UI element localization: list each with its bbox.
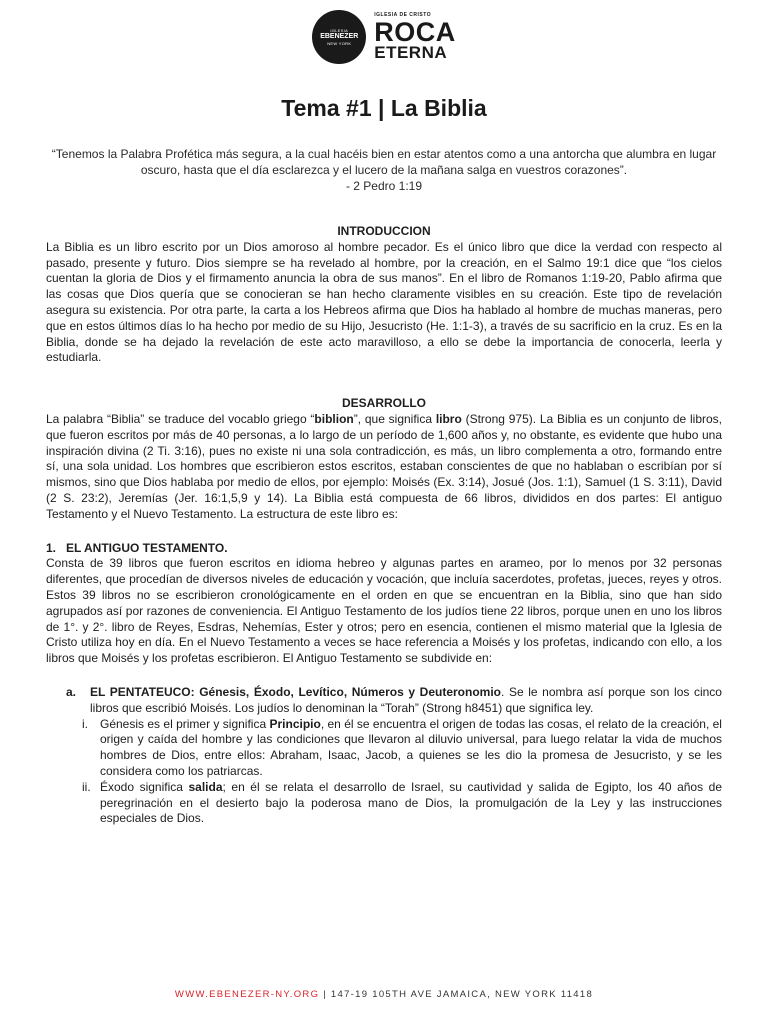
exodo-text-2: ; en él se relata el desarrollo de Israel, su cautividad y salida de Egipto, los 40 años de peregrinación en el desierto bajo la poderosa mano de Dios, la promulgación de la Ley y las instrucciones especiales de Dios.: [100, 779, 723, 826]
list-marker: ii.: [82, 779, 91, 794]
logo-wordmark: [374, 13, 456, 61]
exodo-paragraph: [100, 780, 722, 827]
epigraph-reference: - 2 Pedro 1:19: [345, 179, 423, 193]
desarrollo-paragraph: [46, 412, 722, 523]
genesis-text-2: , en él se encuentra el origen de todas las cosas, el relato de la creación, el origen y caída del hombre y las condiciones que llevaron al diluvio universal, para luego relatar la vida de muchos hombres de Dios, entre ellos: Abraham, Isaac, Jacob, a quienes se les dio la promesa de Jesucristo, y se les considera como los patriarcas.: [100, 716, 722, 778]
desarrollo-term-libro: libro: [435, 411, 462, 426]
epigraph: [50, 146, 718, 194]
logo-name-line1: ROCA: [374, 17, 456, 47]
pentateuco-paragraph: [90, 685, 722, 717]
desarrollo-text-1: La palabra “Biblia” se traduce del vocablo griego “: [46, 411, 315, 426]
desarrollo-term-biblion: biblion: [314, 411, 354, 426]
list-item-exodo: [82, 780, 722, 827]
list-item-genesis: [82, 717, 722, 780]
church-logo: [0, 10, 768, 64]
desarrollo-heading: DESARROLLO: [342, 396, 426, 411]
section-title: EL ANTIGUO TESTAMENTO.: [66, 540, 228, 555]
desarrollo-text-2: ”, que significa: [353, 411, 436, 426]
pentateuco-marker: a.: [66, 684, 77, 699]
page-footer: [0, 989, 768, 1000]
document-body: [46, 224, 722, 827]
antiguo-testamento-paragraph: Consta de 39 libros que fueron escritos en idioma hebreo y algunas partes en arameo, por lo menos por 32 personas diferentes, que procedían de diversos niveles de educación y vocación, que incluía sacerdotes, profetas, jueces, reyes y otros. Estos 39 libros no se escribieron cronológicamente en el orden en que se encuentran en la Biblia, sino que han sido agrupados así por razones de conveniencia. El Antiguo Testamento de los judíos tiene 22 libros, porque unen en uno los libros de 1°. y 2°. libro de Reyes, Esdras, Nehemías, Ester y otros; pero en esencia, contienen el mismo material que la Iglesia de Cristo utiliza hoy en día. En el Nuevo Testamento a veces se hace referencia a Moisés y los profetas, indicando con ello, a los libros que Moisés y los profetas escribieron. El Antiguo Testamento se subdivide en:: [46, 556, 722, 666]
exodo-text-1: Éxodo significa: [100, 779, 189, 794]
seal-top-text: IGLESIA: [330, 28, 349, 33]
section-number: 1.: [46, 540, 57, 555]
pentateuco-item: [66, 685, 722, 717]
introduccion-heading: INTRODUCCION: [337, 224, 431, 238]
ebenezer-seal: [312, 10, 366, 64]
logo-name-line2: ETERNA: [374, 43, 448, 62]
desarrollo-text-3: (Strong 975). La Biblia es un conjunto de libros, que fueron escritos por más de 40 personas, a lo largo de un período de 1,600 años y, no obstante, es evidente que hubo una inspiración divina (2 Ti. 3:16), pues no existe ni una sola contradicción, es más, un libro complementa a otro, formando entre sí, una sola unidad. Los hombres que escribieron estos escritos, estaban conscientes de que no hablaban o escribían por sí mismos, sino que Dios hablaba por medio de ellos, por ejemplo: Moisés (Ex. 3:14), Josué (Jos. 1:1), Samuel (1 S. 3:11), David (2 S. 23:2), Jeremías (Jer. 16:1,5,9 y 14). La Biblia está compuesta de 66 libros, divididos en dos partes: El antiguo Testamento y el Nuevo Testamento. La estructura de este libro es:: [46, 411, 723, 521]
pentateuco-body: . Se le nombra así porque son los cinco libros que escribió Moisés. Los judíos lo denominan la “Torah” (Strong h8451) que significa ley.: [90, 684, 722, 715]
seal-bottom-text: NEW YORK: [327, 41, 352, 46]
logo-church-label: IGLESIA DE CRISTO: [374, 12, 432, 18]
genesis-paragraph: [100, 717, 722, 780]
section-antiguo-testamento-heading: [46, 541, 722, 557]
introduccion-paragraph: La Biblia es un libro escrito por un Dios amoroso al hombre pecador. Es el único libro que dice la verdad con respecto al pasado, presente y futuro. Dios siempre se ha revelado al hombre, por la creación, en el Salmo 19:1 dice que “los cielos cuentan la gloria de Dios y el firmamento anuncia la obra de sus manos”. En el libro de Romanos 1:19-20, Pablo afirma que las cosas que Dios quería que se conocieran se han hecho claramente visibles en su creación. Este tipo de revelación asegura su existencia. Por otra parte, la carta a los Hebreos afirma que Dios ha hablado al hombre de muchas maneras, pero que en estos últimos días lo ha hecho por medio de su Hijo, Jesucristo (He. 1:1-3), a través de su sacrificio en la cruz. Es en la Biblia, donde se ha dejado la revelación de este acto maravilloso, a ello se debe la importancia de conocerla, leerla y estudiarla.: [46, 239, 722, 365]
page-title: Tema #1 | La Biblia: [281, 95, 487, 121]
footer-website-link[interactable]: WWW.EBENEZER-NY.ORG: [174, 989, 320, 1000]
pentateuco-title: EL PENTATEUCO: Génesis, Éxodo, Levítico, Números y Deuteronomio: [90, 684, 501, 699]
list-marker: i.: [82, 716, 88, 731]
seal-main-text: EBENEZER: [320, 33, 359, 40]
epigraph-text: “Tenemos la Palabra Profética más segura, a la cual hacéis bien en estar atentos como a una antorcha que alumbra en lugar oscuro, hasta que el día esclarezca y el lucero de la mañana salga en vuestros corazones”.: [51, 147, 717, 177]
exodo-term: salida: [188, 779, 223, 794]
genesis-text-1: Génesis es el primer y significa: [100, 716, 270, 731]
footer-address: | 147-19 105TH AVE JAMAICA, NEW YORK 11418: [319, 989, 594, 1000]
genesis-term: Principio: [269, 716, 321, 731]
